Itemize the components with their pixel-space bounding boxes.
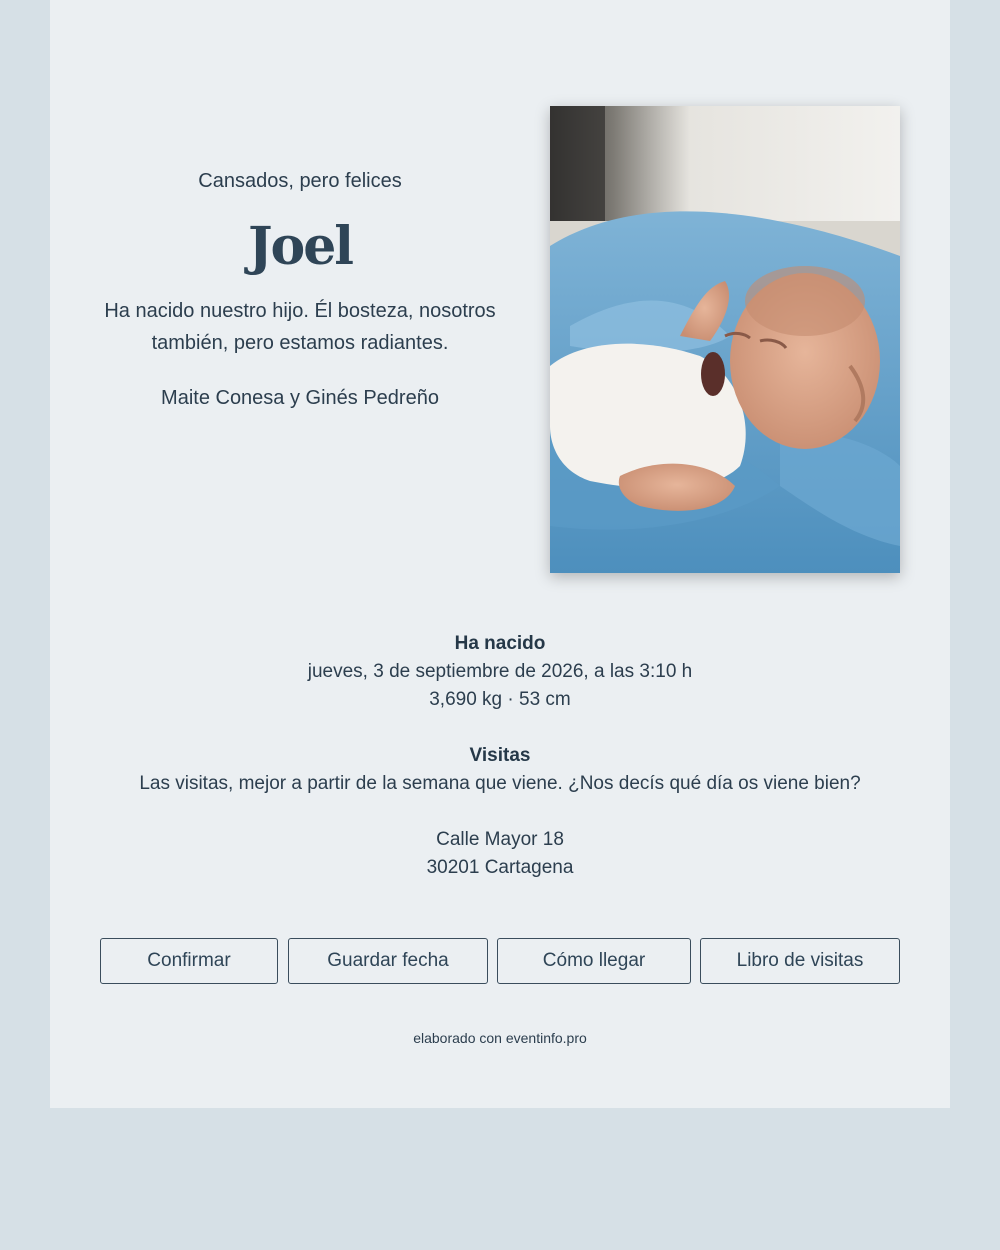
address-line2: 30201 Cartagena xyxy=(426,857,574,878)
tagline: Cansados, pero felices xyxy=(198,170,402,192)
address-line1: Calle Mayor 18 xyxy=(436,829,564,850)
confirm-button[interactable]: Confirmar xyxy=(100,938,278,984)
announcement-card xyxy=(50,0,950,1108)
visits-heading: Visitas xyxy=(469,745,531,766)
action-buttons xyxy=(50,938,950,986)
birth-measurements: 3,690 kg · 53 cm xyxy=(429,689,571,710)
birth-datetime: jueves, 3 de septiembre de 2026, a las 3:10 h xyxy=(307,661,693,682)
details-section xyxy=(50,630,950,882)
birth-message: Ha nacido nuestro hijo. Él bosteza, nosotros también, pero estamos radiantes. xyxy=(104,300,496,354)
intro-section xyxy=(100,170,500,410)
save-date-button[interactable]: Guardar fecha xyxy=(288,938,488,984)
birth-heading: Ha nacido xyxy=(454,633,546,654)
footer-credit[interactable]: elaborado con eventinfo.pro xyxy=(413,1030,587,1046)
baby-name: Joel xyxy=(247,216,353,277)
directions-button[interactable]: Cómo llegar xyxy=(497,938,691,984)
visits-text: Las visitas, mejor a partir de la semana que viene. ¿Nos decís qué día os viene bien? xyxy=(139,773,861,794)
guestbook-button[interactable]: Libro de visitas xyxy=(700,938,900,984)
baby-photo xyxy=(550,106,900,573)
parents-names: Maite Conesa y Ginés Pedreño xyxy=(161,387,439,409)
